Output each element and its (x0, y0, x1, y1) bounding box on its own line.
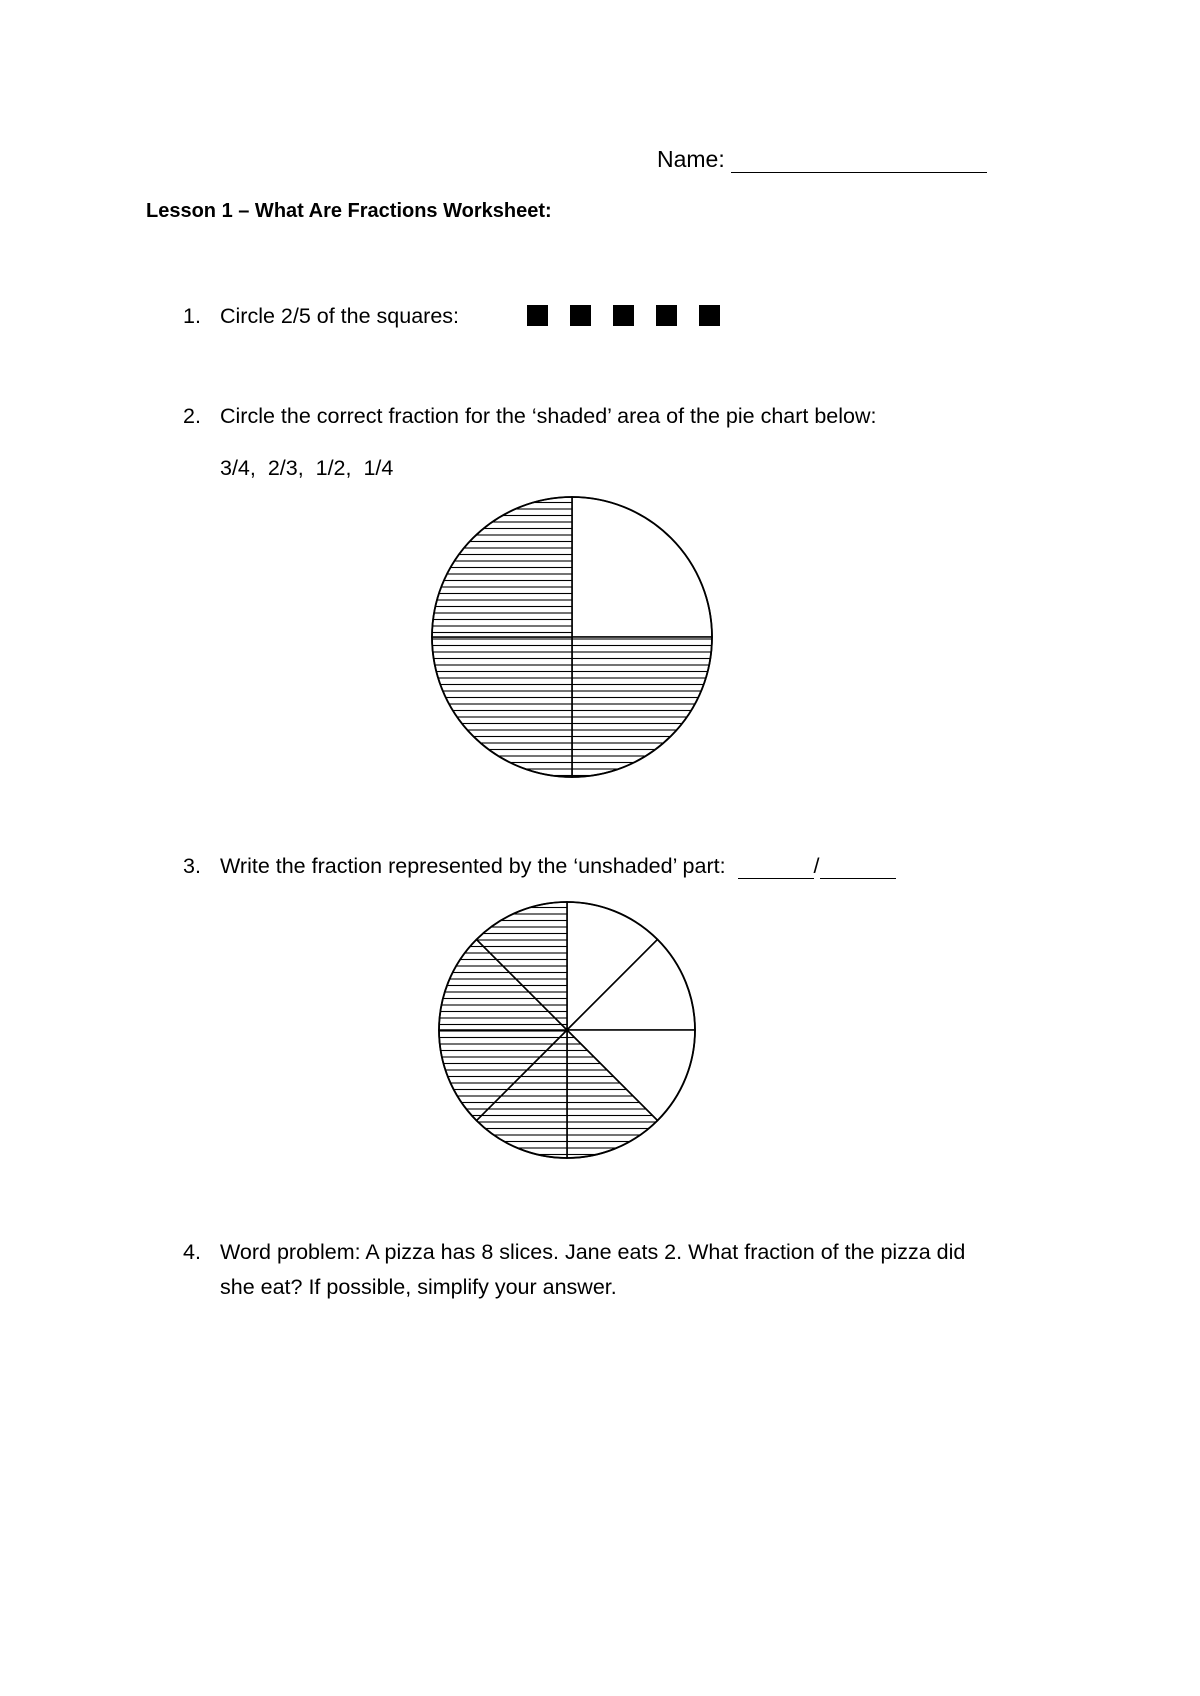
name-blank-line[interactable] (731, 150, 987, 173)
square-5[interactable] (699, 305, 720, 326)
choice-2-3[interactable]: 2/3 (267, 456, 298, 480)
shaded-slice (432, 637, 572, 777)
question-text: Circle the correct fraction for the ‘shaded’ area of the pie chart below: (220, 404, 877, 428)
fraction-choices: 3/4, 2/3, 1/2, 1/4 (220, 456, 394, 480)
question-number: 4. (183, 1240, 201, 1264)
squares-group (527, 305, 720, 326)
shaded-slice (572, 637, 712, 777)
choice-1-2[interactable]: 1/2 (315, 456, 346, 480)
worksheet-title: Lesson 1 – What Are Fractions Worksheet: (146, 200, 552, 222)
question-number: 3. (183, 854, 201, 878)
question-number: 1. (183, 304, 201, 328)
numerator-blank[interactable] (738, 858, 814, 879)
square-4[interactable] (656, 305, 677, 326)
choice-3-4[interactable]: 3/4 (220, 456, 250, 480)
square-3[interactable] (613, 305, 634, 326)
denominator-blank[interactable] (820, 858, 896, 879)
pie-chart-eighths (437, 900, 697, 1160)
square-1[interactable] (527, 305, 548, 326)
unshaded-slice (572, 497, 712, 637)
question-number: 2. (183, 404, 201, 428)
fraction-slash: / (813, 854, 820, 878)
name-label: Name: (657, 146, 725, 172)
question-text (220, 854, 896, 879)
name-field[interactable] (657, 146, 987, 173)
pie-chart-quarters (430, 495, 714, 779)
question-3-label: Write the fraction represented by the ‘unshaded’ part: (220, 854, 726, 878)
square-2[interactable] (570, 305, 591, 326)
shaded-slice (432, 497, 572, 637)
question-text-line-1: Word problem: A pizza has 8 slices. Jane eats 2. What fraction of the pizza did (220, 1240, 966, 1264)
question-text: Circle 2/5 of the squares: (220, 304, 460, 328)
question-4-line-2: she eat? If possible, simplify your answer. (220, 1275, 617, 1299)
choice-1-4[interactable]: 1/4 (363, 456, 394, 480)
